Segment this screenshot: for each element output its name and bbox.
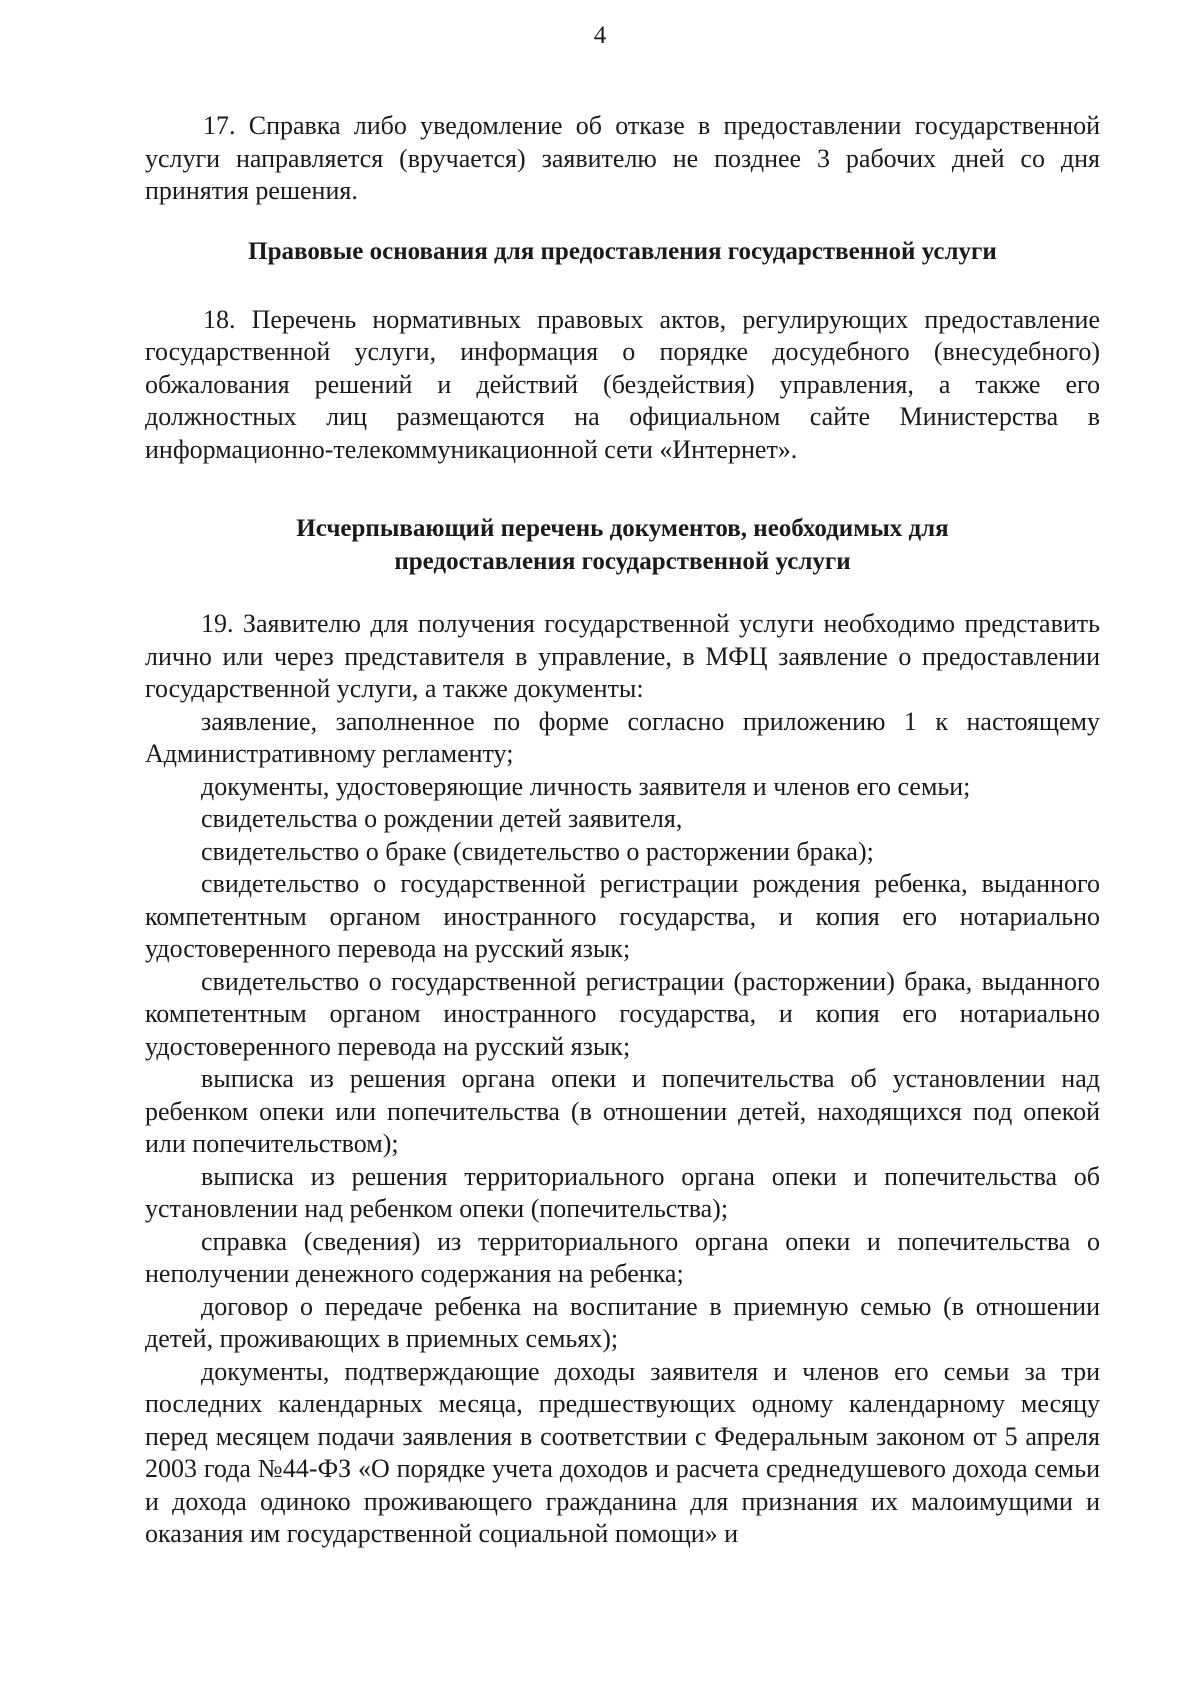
list-item: выписка из решения органа опеки и попечительства об установлении над ребенком опеки или попечительства (в отношении детей, находящихся под опекой или попечительством); [145, 1064, 1100, 1158]
list-item: документы, удостоверяющие личность заявителя и членов его семьи; [201, 771, 971, 801]
list-item: свидетельства о рождении детей заявителя, [201, 804, 683, 833]
list-item: свидетельство о браке (свидетельство о расторжении брака); [201, 836, 874, 866]
list-item: свидетельство о государственной регистрации рождения ребенка, выданного компетентным органом иностранного государства, и копия его нотариально удостоверенного перевода на русский язык; [145, 869, 1100, 963]
list-item: договор о передаче ребенка на воспитание в приемную семью (в отношении детей, проживающих в приемных семьях); [145, 1291, 1100, 1353]
paragraph-18: 18. Перечень нормативных правовых актов, регулирующих предоставление государственной услуги, информация о порядке досудебного (внесудебного) обжалования решений и действий (бездействия) управления, а также его должностных лиц размещаются на официальном сайте Министерства в информационно-телекоммуникационной сети «Интернет». [145, 304, 1100, 464]
heading-legal-grounds: Правовые основания для предоставления государственной услуги [248, 237, 997, 265]
heading-documents-line2: предоставления государственной услуги [394, 548, 851, 575]
page-number: 4 [593, 22, 607, 49]
list-item: документы, подтверждающие доходы заявителя и членов его семьи за три последних календарных месяца, предшествующих одному календарному месяцу перед месяцем подачи заявления в соответствии с Федеральным законом от 5 апреля 2003 года №44-ФЗ «О порядке учета доходов и расчета среднедушевого дохода семьи и дохода одиноко проживающего гражданина для признания их малоимущими и оказания им государственной социальной помощи» и [145, 1356, 1100, 1548]
heading-documents-line1: Исчерпывающий перечень документов, необходимых для [296, 515, 949, 542]
list-item: 19. Заявителю для получения государственной услуги необходимо представить лично или через представителя в управление, в МФЦ заявление о предоставлении государственной услуги, а также документы: [145, 609, 1100, 703]
documents-list [145, 608, 1100, 1551]
list-item: выписка из решения территориального органа опеки и попечительства об установлении над ребенком опеки (попечительства); [145, 1161, 1100, 1223]
paragraph-17: 17. Справка либо уведомление об отказе в предоставлении государственной услуги направляется (вручается) заявителю не позднее 3 рабочих дней со дня принятия решения. [145, 111, 1100, 205]
list-item: свидетельство о государственной регистрации (расторжении) брака, выданного компетентным органом иностранного государства, и копия его нотариально удостоверенного перевода на русский язык; [145, 966, 1100, 1061]
heading-documents-list [145, 512, 1100, 578]
document-body [145, 110, 1100, 1551]
list-item: заявление, заполненное по форме согласно приложению 1 к настоящему Административному регламенту; [145, 706, 1100, 768]
list-item: справка (сведения) из территориального органа опеки и попечительства о неполучении денежного содержания на ребенка; [145, 1226, 1100, 1288]
